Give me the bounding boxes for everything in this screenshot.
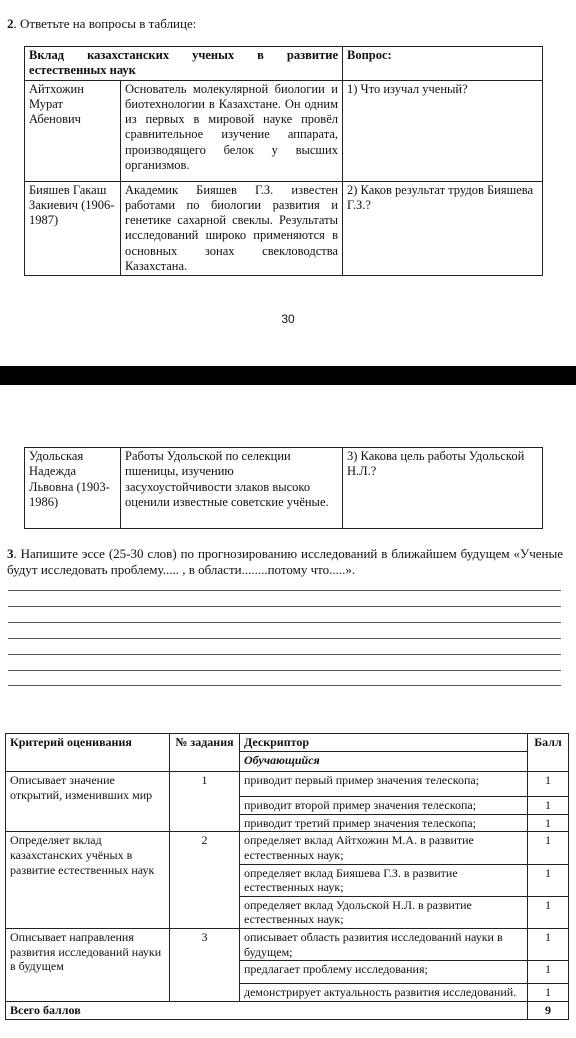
- page-number: 30: [281, 312, 295, 326]
- task2-heading: [7, 16, 196, 32]
- answer-line[interactable]: [8, 685, 561, 686]
- header-contribution: Вклад казахстанских ученых в развитие естественных наук: [25, 47, 343, 81]
- page-divider: [0, 366, 576, 385]
- score-cell: 1: [528, 864, 569, 896]
- answer-line[interactable]: [8, 654, 561, 655]
- descriptor-cell: описывает область развития исследований науки в будущем;: [240, 929, 528, 961]
- descriptor-cell: приводит третий пример значения телескопа;: [240, 814, 528, 832]
- answer-line[interactable]: [8, 590, 561, 591]
- scientist-description: Основатель молекулярной биологии и биотехнологии в Казахстане. Он одним из первых в мировой науке провёл сравнительное изучение аппарата, производящего белок у высших организмов.: [121, 80, 343, 181]
- table-row: [25, 181, 543, 276]
- header-descriptor-sub: Обучающийся: [240, 752, 528, 772]
- scientists-table: [24, 46, 543, 276]
- score-cell: 1: [528, 797, 569, 815]
- table-row: [6, 772, 569, 797]
- question-cell: 3) Какова цель работы Удольской Н.Л.?: [343, 448, 543, 529]
- header-criterion: Критерий оценивания: [6, 734, 170, 772]
- scientist-description: Академик Бияшев Г.З. известен работами по биологии развития и генетике сахарной свеклы. Результаты исследований широко применяются в основных зонах свекловодства Казахстана.: [121, 181, 343, 276]
- score-cell: 1: [528, 814, 569, 832]
- question-cell: 2) Каков результат трудов Бияшева Г.З.?: [343, 181, 543, 276]
- question-cell: 1) Что изучал ученый?: [343, 80, 543, 181]
- header-score: Балл: [528, 734, 569, 772]
- total-label: Всего баллов: [6, 1001, 528, 1019]
- descriptor-cell: определяет вклад Бияшева Г.З. в развитие естественных наук;: [240, 864, 528, 896]
- criterion-cell: Описывает направления развития исследований науки в будущем: [6, 929, 170, 1002]
- scientist-name: Удольская Надежда Львовна (1903-1986): [25, 448, 121, 529]
- scientist-description: Работы Удольской по селекции пшеницы, изучению засухоустойчивости злаков высоко оценили известные советские учёные.: [121, 448, 343, 529]
- task-no-cell: 1: [170, 772, 240, 832]
- header-question: Вопрос:: [343, 47, 543, 81]
- score-cell: 1: [528, 961, 569, 984]
- table-row: [25, 448, 543, 529]
- table-row: [6, 832, 569, 864]
- descriptor-cell: определяет вклад Удольской Н.Л. в развитие естественных наук;: [240, 896, 528, 928]
- total-score: 9: [528, 1001, 569, 1019]
- table-row: [25, 80, 543, 181]
- criteria-table: [5, 733, 569, 1020]
- task-no-cell: 2: [170, 832, 240, 929]
- criterion-cell: Определяет вклад казахстанских учёных в развитие естественных наук: [6, 832, 170, 929]
- header-descriptor: Дескриптор: [240, 734, 528, 752]
- score-cell: 1: [528, 832, 569, 864]
- scientist-name: Айтхожин Мурат Абенович: [25, 80, 121, 181]
- answer-line[interactable]: [8, 622, 561, 623]
- header-task-no: № задания: [170, 734, 240, 772]
- total-row: [6, 1001, 569, 1019]
- scientist-name: Бияшев Гакаш Закиевич (1906-1987): [25, 181, 121, 276]
- descriptor-cell: приводит второй пример значения телескопа;: [240, 797, 528, 815]
- task3-prompt: . Напишите эссе (25-30 слов) по прогнозированию исследований в ближайшем будущем «Ученые будут исследовать проблему..... , в области........потому что.....».: [7, 546, 563, 577]
- criteria-header-row: [6, 734, 569, 752]
- descriptor-cell: определяет вклад Айтхожин М.А. в развитие естественных наук;: [240, 832, 528, 864]
- score-cell: 1: [528, 772, 569, 797]
- score-cell: 1: [528, 984, 569, 1002]
- task2-text: . Ответьте на вопросы в таблице:: [13, 16, 197, 31]
- table-header-row: [25, 47, 543, 81]
- score-cell: 1: [528, 929, 569, 961]
- task-no-cell: 3: [170, 929, 240, 1002]
- score-cell: 1: [528, 896, 569, 928]
- answer-line[interactable]: [8, 670, 561, 671]
- answer-line[interactable]: [8, 638, 561, 639]
- descriptor-cell: демонстрирует актуальность развития исследований.: [240, 984, 528, 1002]
- criterion-cell: Описывает значение открытий, изменивших мир: [6, 772, 170, 832]
- table-row: [6, 929, 569, 961]
- task3-number: 3: [7, 546, 14, 561]
- answer-line[interactable]: [8, 606, 561, 607]
- task2-number: 2: [7, 16, 14, 31]
- descriptor-cell: приводит первый пример значения телескопа;: [240, 772, 528, 797]
- descriptor-cell: предлагает проблему исследования;: [240, 961, 528, 984]
- task3-text: [7, 546, 563, 578]
- scientists-table-continued: [24, 447, 543, 529]
